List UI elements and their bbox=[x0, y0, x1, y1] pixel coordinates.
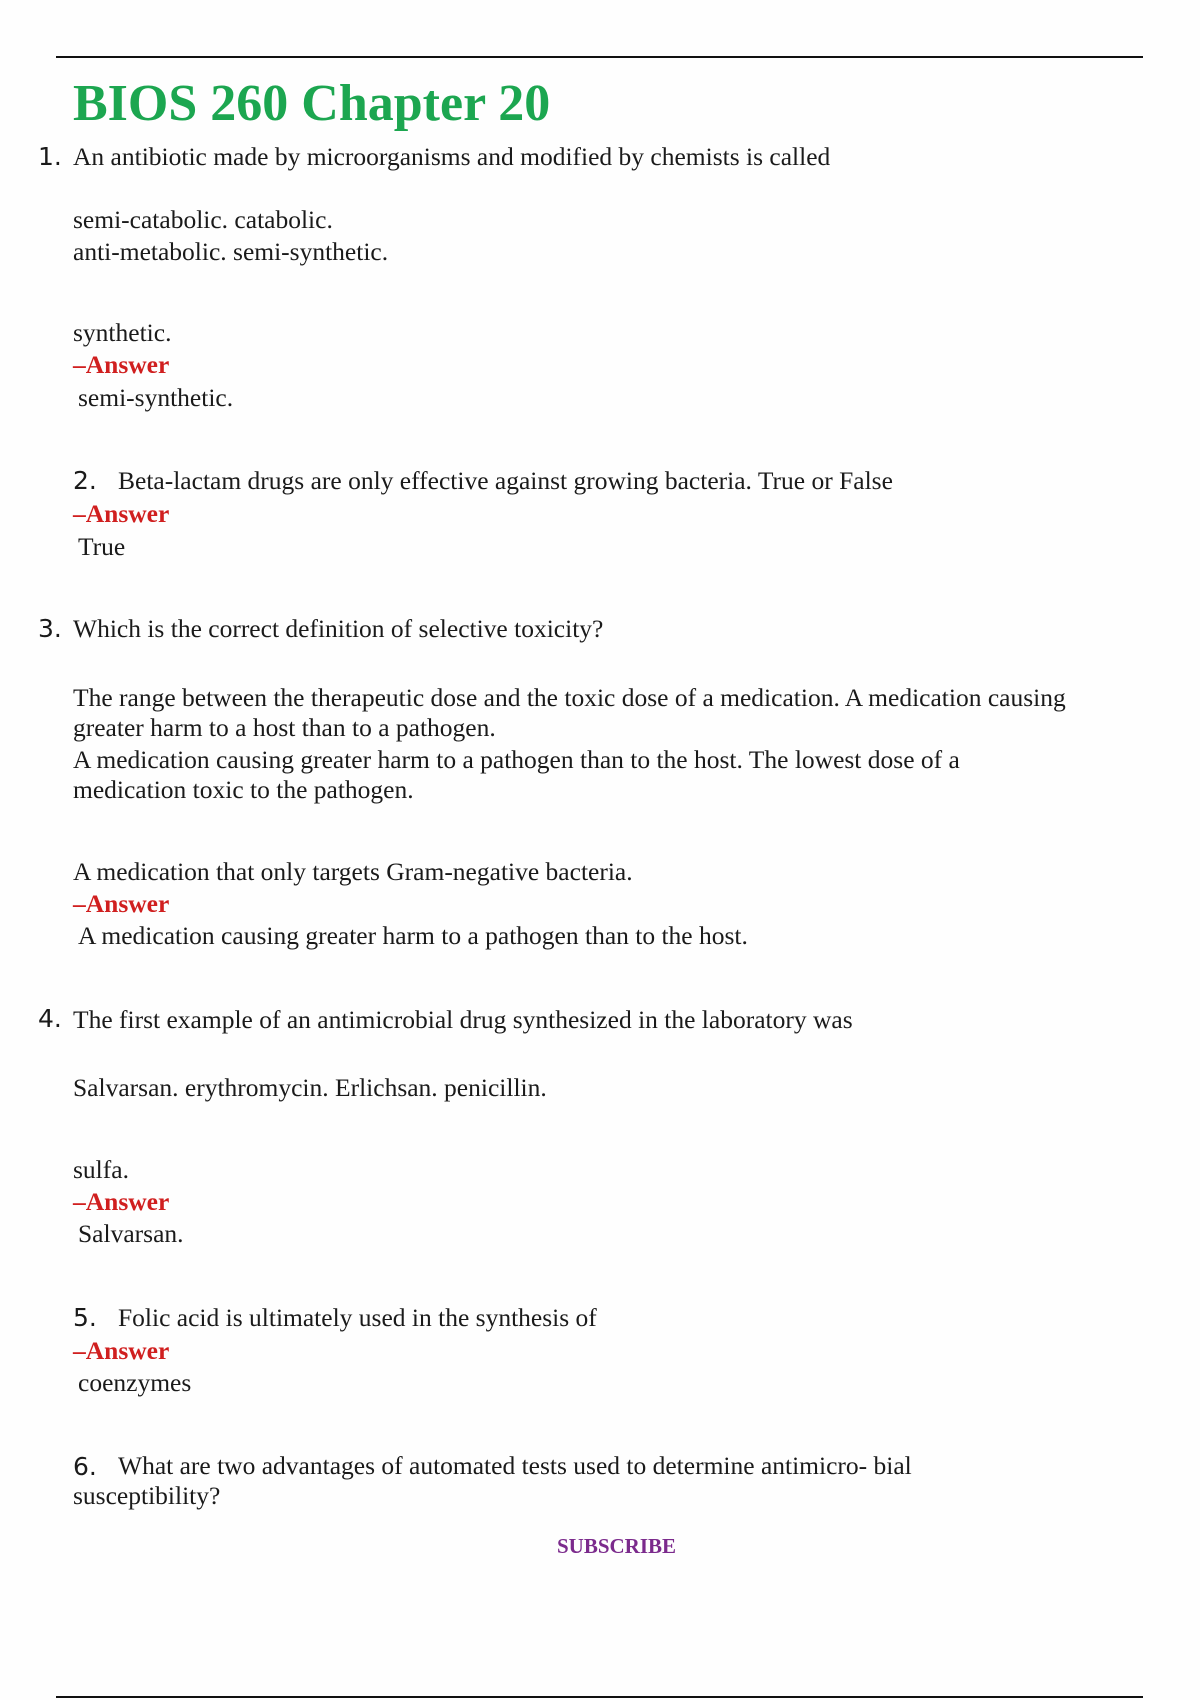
question-3-option-3: A medication that only targets Gram-negative bacteria. bbox=[73, 857, 633, 886]
subscribe-link[interactable]: SUBSCRIBE bbox=[556, 1534, 677, 1558]
question-1-option-2: anti-metabolic. semi-synthetic. bbox=[73, 237, 389, 266]
top-rule bbox=[56, 56, 1143, 58]
question-2-answer-label: –Answer bbox=[73, 499, 170, 528]
question-1-answer-label: –Answer bbox=[73, 350, 170, 379]
question-5-text: Folic acid is ultimately used in the synthesis of bbox=[118, 1303, 597, 1332]
question-1-text: An antibiotic made by microorganisms and modified by chemists is called bbox=[73, 142, 831, 171]
question-1-option-1: semi-catabolic. catabolic. bbox=[73, 205, 333, 234]
question-3-option-2: A medication causing greater harm to a pathogen than to the host. The lowest dose of a medication toxic to the pathogen. bbox=[73, 745, 960, 804]
question-3-number: 3. bbox=[38, 614, 62, 643]
question-4-option-2: sulfa. bbox=[73, 1155, 129, 1184]
question-2-number: 2. bbox=[73, 466, 97, 495]
question-3-text: Which is the correct definition of selective toxicity? bbox=[73, 614, 604, 643]
question-6-text: What are two advantages of automated tests used to determine antimicro- bial susceptibility? bbox=[73, 1451, 912, 1510]
question-5-number: 5. bbox=[73, 1303, 97, 1332]
question-5-answer: coenzymes bbox=[78, 1368, 192, 1397]
question-4-text: The first example of an antimicrobial drug synthesized in the laboratory was bbox=[73, 1005, 853, 1034]
question-2-answer: True bbox=[78, 532, 126, 561]
question-4-answer-label: –Answer bbox=[73, 1187, 170, 1216]
question-5-answer-label: –Answer bbox=[73, 1336, 170, 1365]
question-2-text: Beta-lactam drugs are only effective against growing bacteria. True or False bbox=[118, 466, 893, 495]
bottom-rule bbox=[56, 1696, 1143, 1698]
question-1-number: 1. bbox=[38, 142, 62, 171]
question-1-option-3: synthetic. bbox=[73, 318, 172, 347]
question-4-option-1: Salvarsan. erythromycin. Erlichsan. penicillin. bbox=[73, 1073, 547, 1102]
question-3-answer: A medication causing greater harm to a pathogen than to the host. bbox=[78, 921, 748, 950]
question-3-option-1: The range between the therapeutic dose and the toxic dose of a medication. A medication causing greater harm to a host than to a pathogen. bbox=[73, 683, 1066, 742]
question-3-answer-label: –Answer bbox=[73, 889, 170, 918]
question-4-answer: Salvarsan. bbox=[78, 1219, 184, 1248]
question-4-number: 4. bbox=[38, 1004, 62, 1033]
question-6-number: 6. bbox=[73, 1452, 97, 1481]
document-title: BIOS 260 Chapter 20 bbox=[73, 75, 551, 132]
question-1-answer: semi-synthetic. bbox=[78, 383, 234, 412]
